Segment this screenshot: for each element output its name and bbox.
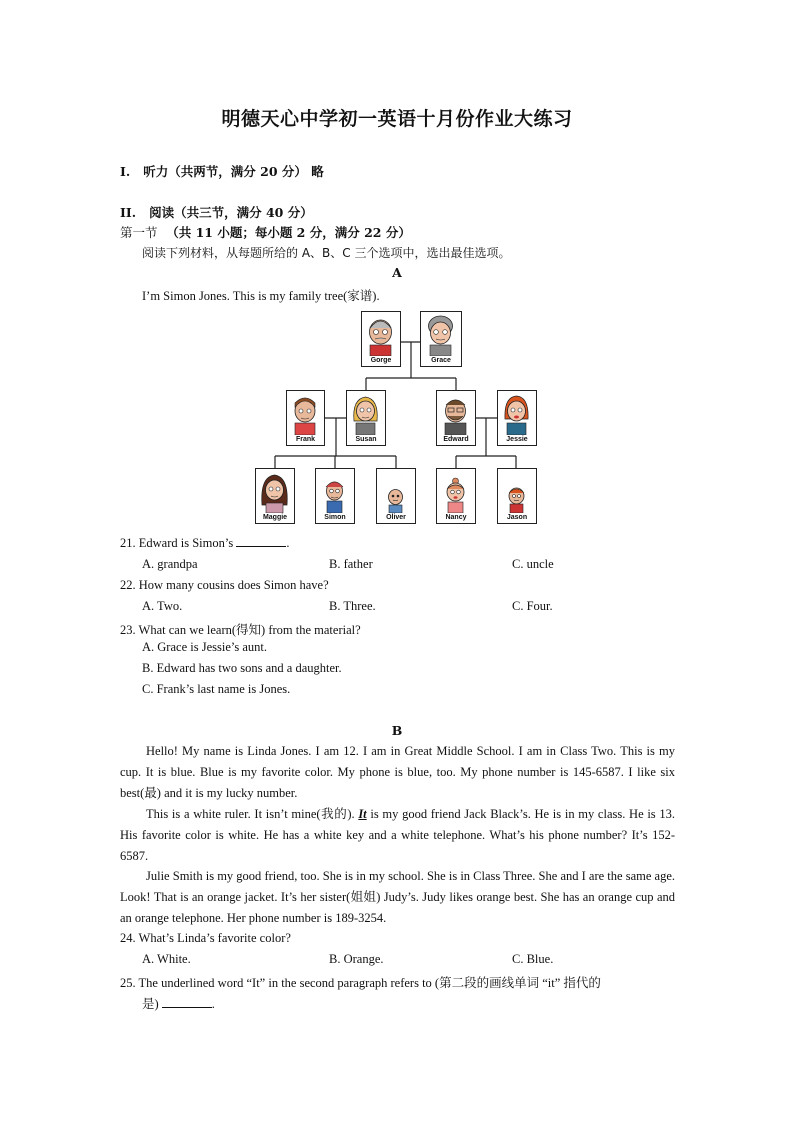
page-title: 明德天心中学初一英语十月份作业大练习 — [221, 108, 573, 130]
option-21-c: C. uncle — [512, 557, 554, 571]
section-2-text: 阅读（共三节，满分 40 分） — [149, 205, 313, 220]
question-number: 22. — [120, 578, 136, 592]
person-name: Jessie — [506, 436, 528, 443]
question-23 — [120, 620, 361, 638]
section-1-label: I. — [120, 164, 131, 179]
question-stem: The underlined word “It” in the second paragraph refers to (第二段的画线单词 “it” 指代的 — [138, 976, 601, 990]
person-name: Edward — [443, 436, 469, 443]
question-stem-end: . — [211, 997, 215, 1011]
option-22-a: A. Two. — [142, 599, 183, 613]
person-card-jessie — [497, 390, 537, 446]
grandpa-portrait-icon — [362, 312, 399, 356]
person-name: Jason — [506, 514, 528, 521]
question-stem-end: . — [286, 536, 290, 550]
question-number: 23. — [120, 623, 136, 637]
woman-portrait-icon — [498, 391, 535, 435]
person-card-nancy — [436, 468, 476, 524]
person-name: Susan — [355, 436, 377, 443]
person-name: Oliver — [386, 514, 406, 521]
option-24-b: B. Orange. — [329, 952, 384, 966]
option-23-c: C. Frank’s last name is Jones. — [142, 682, 291, 696]
person-card-oliver — [376, 468, 416, 524]
person-card-frank — [286, 390, 325, 446]
underlined-word-it: It — [358, 806, 367, 821]
option-22-c: C. Four. — [512, 599, 553, 613]
baby-portrait-icon — [498, 469, 535, 513]
section-1-text: 听力（共两节，满分 20 分） 略 — [143, 164, 324, 179]
passage-b-body — [120, 741, 675, 929]
person-name: Frank — [295, 436, 316, 443]
paragraph-2-start: This is a white ruler. It isn’t mine(我的). — [146, 806, 359, 821]
person-card-maggie — [255, 468, 295, 524]
question-stem: How many cousins does Simon have? — [138, 578, 329, 592]
passage-b-heading: B — [391, 723, 403, 738]
person-name: Grace — [431, 357, 451, 364]
person-card-grace — [420, 311, 462, 367]
option-22-b: B. Three. — [329, 599, 376, 613]
option-21-b: B. father — [329, 557, 373, 571]
man-portrait-icon — [287, 391, 323, 435]
family-tree-lines — [0, 0, 794, 540]
paragraph-2-rest: is my good friend Jack Black’s. He is in my class. He is 13. His favorite color is white. He has a white key and a white telephone. What’s his phone number? It’s 152-6587. — [120, 806, 675, 863]
instruction: 阅读下列材料，从每题所给的 A、B、C 三个选项中，选出最佳选项。 — [142, 246, 511, 260]
option-24-c: C. Blue. — [512, 952, 554, 966]
man-portrait-icon — [437, 391, 474, 435]
question-25-continued — [142, 994, 215, 1012]
question-stem: Edward is Simon’s — [138, 536, 234, 550]
person-card-jason — [497, 468, 537, 524]
question-25 — [120, 973, 601, 991]
person-name: Maggie — [262, 514, 288, 521]
part-1-label: 第一节 — [120, 225, 158, 240]
person-card-gorge — [361, 311, 401, 367]
question-stem-line-2: 是) — [142, 997, 159, 1011]
person-name: Gorge — [370, 357, 392, 364]
person-card-edward — [436, 390, 476, 446]
question-stem: What can we learn(得知) from the material? — [138, 623, 361, 637]
girl-portrait-icon — [256, 469, 293, 513]
option-24-a: A. White. — [142, 952, 191, 966]
question-stem: What’s Linda’s favorite color? — [138, 931, 291, 945]
option-23-b: B. Edward has two sons and a daughter. — [142, 661, 342, 675]
passage-b-paragraph-3: Julie Smith is my good friend, too. She is in my school. She is in Class Three. She and I are the same age. Look! That is an orange jacket. It’s her sister(姐姐) Judy’s. Judy likes orange best. She has an orange cup and an orange telephone. Her phone number is 189-3254. — [120, 869, 675, 926]
boy-portrait-icon — [316, 469, 353, 513]
option-21-a: A. grandpa — [142, 557, 198, 571]
passage-a-intro: I’m Simon Jones. This is my family tree(家谱). — [142, 289, 380, 303]
grandma-portrait-icon — [421, 312, 460, 356]
person-name: Nancy — [445, 514, 467, 521]
answer-blank — [236, 536, 286, 547]
person-card-simon — [315, 468, 355, 524]
girl-portrait-icon — [437, 469, 474, 513]
woman-portrait-icon — [347, 391, 384, 435]
question-number: 21. — [120, 536, 136, 550]
question-21 — [120, 536, 289, 551]
part-1-text: （共 11 小题；每小题 2 分，满分 22 分） — [166, 225, 411, 240]
passage-a-heading: A — [392, 265, 402, 280]
baby-portrait-icon — [377, 469, 414, 513]
passage-b-paragraph-2 — [120, 804, 675, 867]
person-card-susan — [346, 390, 386, 446]
passage-b-paragraph-1: Hello! My name is Linda Jones. I am 12. I am in Great Middle School. I am in Class Two. This is my cup. It is blue. Blue is my favorite color. My phone is blue, too. My phone number is 145-6587. I like six best(最) and it is my lucky number. — [120, 744, 675, 800]
person-name: Simon — [324, 514, 346, 521]
question-22 — [120, 578, 329, 593]
question-number: 25. — [120, 976, 136, 990]
question-number: 24. — [120, 931, 136, 945]
answer-blank — [162, 997, 212, 1008]
section-2-label: II. — [120, 205, 137, 220]
question-24 — [120, 931, 291, 946]
option-23-a: A. Grace is Jessie’s aunt. — [142, 640, 267, 654]
